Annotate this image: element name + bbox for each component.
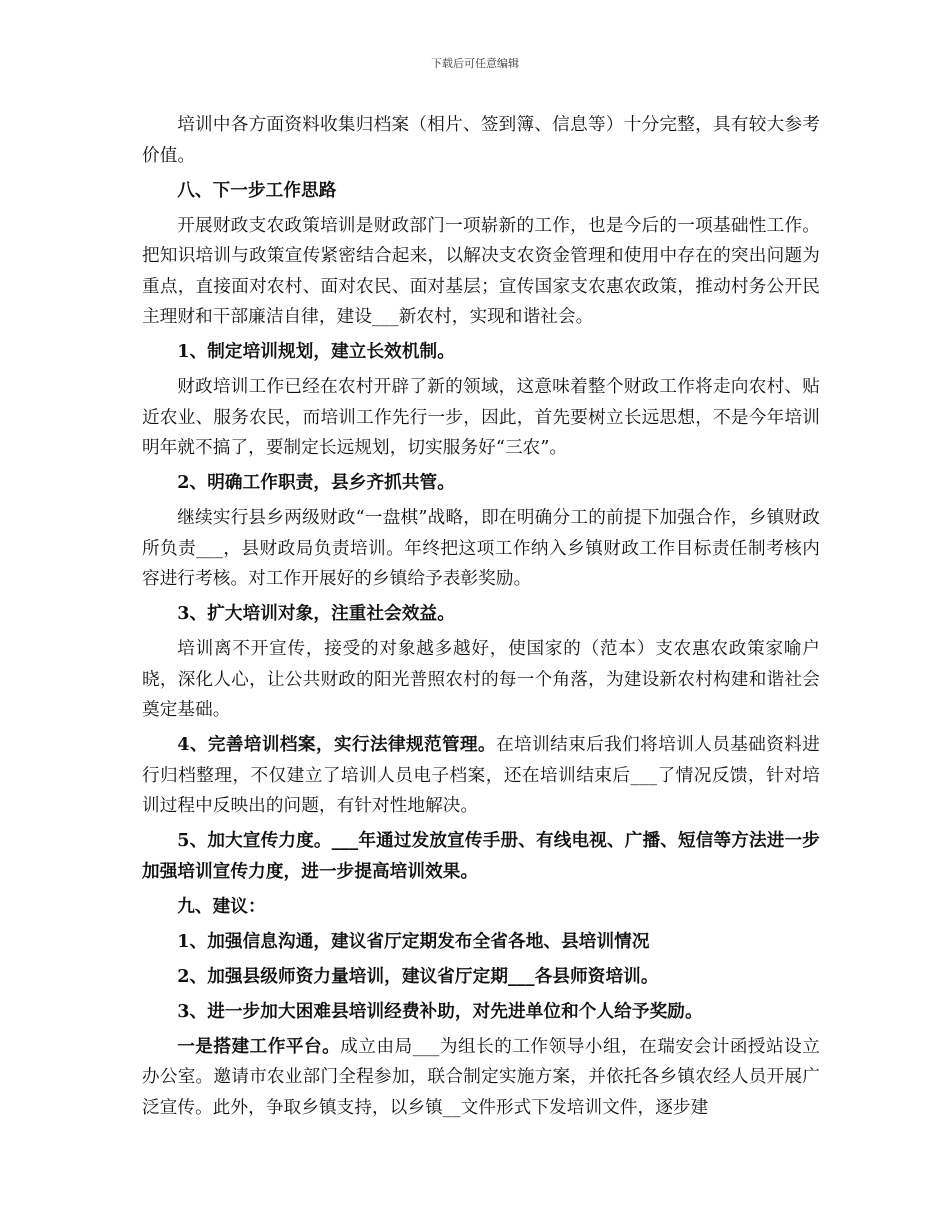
suggestion-item: 2、加强县级师资力量培训，建议省厅定期___各县师资培训。 <box>177 965 659 987</box>
paragraph: 培训离不开宣传，接受的对象越多越好，使国家的（范本）支农惠农政策家喻户晓，深化人心，让公共财政的阳光普照农村的每一个角落，为建设新农村构建和谐社会奠定基础。 <box>142 639 820 720</box>
paragraph-with-lead: 4、完善培训档案，实行法律规范管理。在培训结束后我们将培训人员基础资料进行归档整理，不仅建立了培训人员电子档案，还在培训结束后___了情况反馈，针对培训过程中反映出的问题，有针对性地解决。 <box>142 734 820 816</box>
paragraph: 培训中各方面资料收集归档案（相片、签到簿、信息等）十分完整，具有较大参考价值。 <box>142 115 820 166</box>
paragraph-with-lead: 一是搭建工作平台。成立由局___为组长的工作领导小组，在瑞安会计函授站设立办公室。邀请市农业部门全程参加，联合制定实施方案，并依托各乡镇农经人员开展广泛宣传。此外，争取乡镇支持，以乡镇__文件形式下发培训文件，逐步建 <box>142 1035 820 1118</box>
subsection-heading: 1、制定培训规划，建立长效机制。 <box>177 341 455 362</box>
document-body <box>142 110 820 1128</box>
subsection-heading: 2、明确工作职责，县乡齐抓共管。 <box>177 472 455 493</box>
section-heading: 九、建议： <box>177 895 266 917</box>
subsection-heading: 3、扩大培训对象，注重社会效益。 <box>177 603 455 624</box>
paragraph-lead: 一是搭建工作平台。 <box>177 1035 341 1057</box>
suggestion-item: 3、进一步加大困难县培训经费补助，对先进单位和个人给予奖励。 <box>177 1000 703 1022</box>
page-header: 下载后可任意编辑 <box>431 57 519 70</box>
paragraph: 财政培训工作已经在农村开辟了新的领域，这意味着整个财政工作将走向农村、贴近农业、服务农民，而培训工作先行一步，因此，首先要树立长远思想，不是今年培训明年就不搞了，要制定长远规划，切实服务好“三农”。 <box>142 377 820 458</box>
section-heading: 八、下一步工作思路 <box>177 179 337 201</box>
suggestion-item: 1、加强信息沟通，建议省厅定期发布全省各地、县培训情况 <box>177 930 650 952</box>
paragraph: 继续实行县乡两级财政“一盘棋”战略，即在明确分工的前提下加强合作，乡镇财政所负责___，县财政局负责培训。年终把这项工作纳入乡镇财政工作目标责任制考核内容进行考核。对工作开展好的乡镇给予表彰奖励。 <box>142 508 820 589</box>
paragraph-lead: 4、完善培训档案，实行法律规范管理。 <box>177 734 497 755</box>
subsection-heading: 5、加大宣传力度。___年通过发放宣传手册、有线电视、广播、短信等方法进一步加强培训宣传力度，进一步提高培训效果。 <box>142 830 820 882</box>
paragraph: 开展财政支农政策培训是财政部门一项崭新的工作，也是今后的一项基础性工作。把知识培训与政策宣传紧密结合起来，以解决支农资金管理和使用中存在的突出问题为重点，直接面对农村、面对农民、面对基层；宣传国家支农惠农政策，推动村务公开民主理财和干部廉洁自律，建设___新农村，实现和谐社会。 <box>142 215 820 327</box>
